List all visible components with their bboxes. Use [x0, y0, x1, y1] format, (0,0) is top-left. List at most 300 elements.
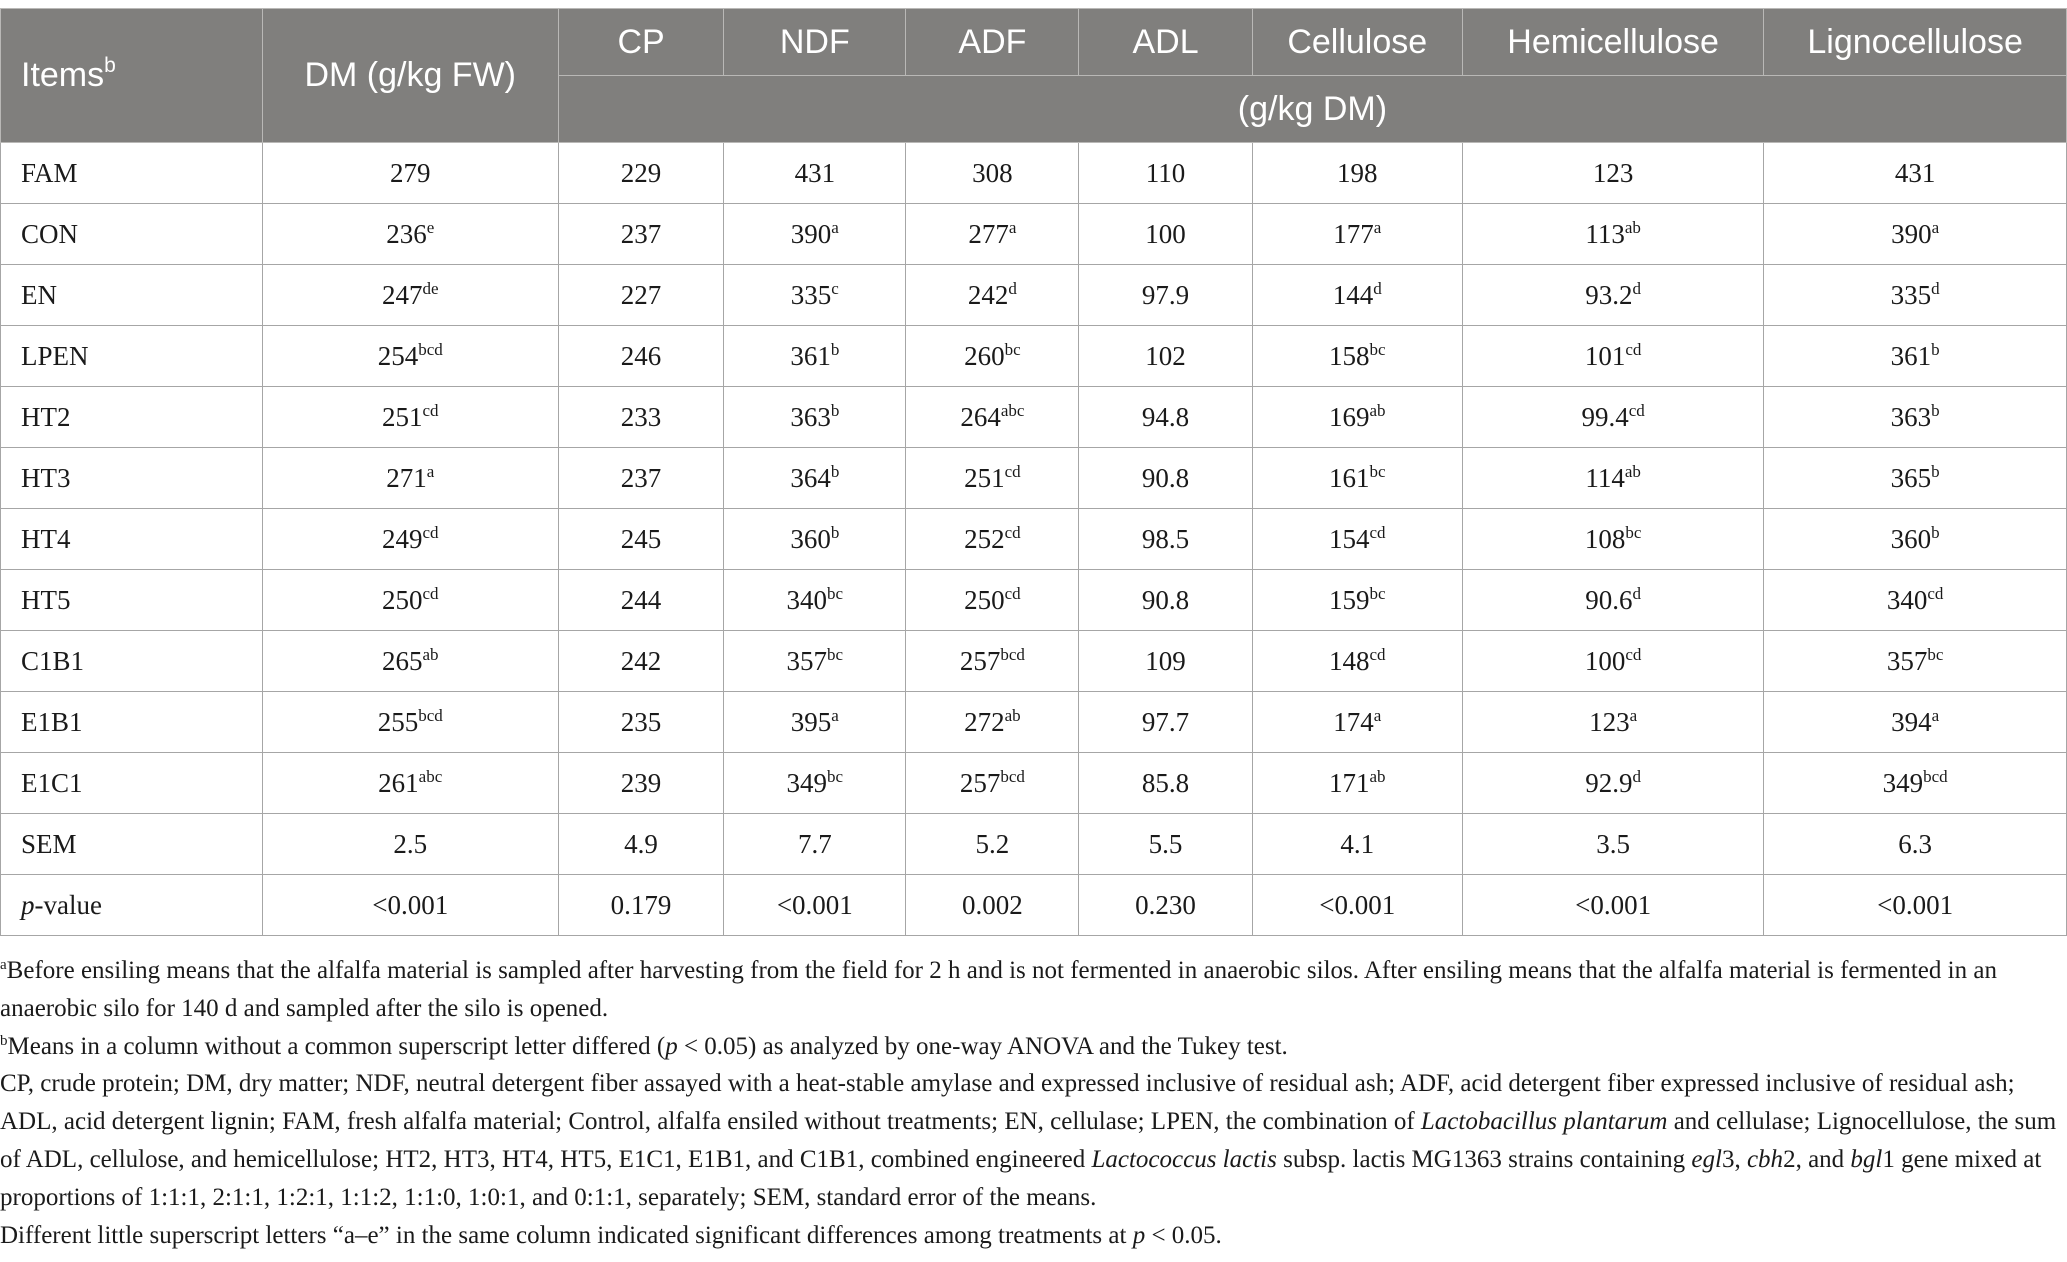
table-cell — [262, 570, 558, 631]
cell-value: 271 — [386, 462, 427, 493]
cell-value: 239 — [620, 767, 662, 798]
table-cell — [906, 509, 1079, 570]
table-row-pvalue — [1, 875, 2067, 936]
table-row — [1, 509, 2067, 570]
table-cell: <0.001 — [1252, 875, 1462, 936]
table-cell: 0.002 — [906, 875, 1079, 936]
table-cell — [1462, 692, 1763, 753]
table-cell — [724, 143, 906, 204]
cell-value: 148 — [1328, 645, 1370, 676]
table-cell — [262, 204, 558, 265]
table-cell — [1252, 387, 1462, 448]
row-label: HT2 — [1, 387, 263, 448]
cell-superscript: d — [1008, 278, 1017, 298]
cell-superscript: bcd — [418, 705, 443, 725]
table-cell — [1764, 814, 2067, 875]
row-label: E1C1 — [1, 753, 263, 814]
table-cell — [906, 814, 1079, 875]
cell-superscript: bc — [827, 766, 844, 786]
table-cell — [1252, 509, 1462, 570]
header-adf: ADF — [906, 9, 1079, 76]
table-cell — [558, 509, 723, 570]
table-cell — [1079, 326, 1252, 387]
cell-value: 100 — [1145, 218, 1186, 249]
cell-superscript: cd — [1628, 400, 1645, 420]
cell-superscript: bc — [1369, 583, 1386, 603]
cell-superscript: a — [1373, 705, 1382, 725]
cell-value: 97.9 — [1141, 279, 1190, 310]
cell-value: 93.2 — [1585, 279, 1633, 310]
cell-superscript: cd — [1369, 522, 1386, 542]
table-cell — [906, 387, 1079, 448]
cell-superscript: cd — [1369, 644, 1386, 664]
cell-value: 261 — [378, 767, 419, 798]
table-cell — [1252, 570, 1462, 631]
cell-value: 363 — [1890, 401, 1932, 432]
cell-value: 394 — [1891, 706, 1932, 737]
table-cell — [262, 631, 558, 692]
table-row — [1, 326, 2067, 387]
cell-superscript: cd — [1004, 522, 1021, 542]
cell-value: 6.3 — [1898, 828, 1933, 859]
table-cell — [906, 265, 1079, 326]
table-row — [1, 692, 2067, 753]
cell-superscript: a — [1931, 217, 1940, 237]
table-cell — [558, 753, 723, 814]
cell-superscript: bc — [827, 583, 844, 603]
footnote-a: $^a$Before ensiling means that the alfalfa material is sampled after harvesting from the field for 2 h and is not fermented in anaerobic silos. After ensiling means that the alfalfa material is fermented in an anaerobic silo for 140 d and sampled after the silo is opened. — [0, 957, 1997, 1022]
cell-value: 277 — [968, 218, 1009, 249]
cell-value: 363 — [790, 401, 831, 432]
table-cell — [906, 143, 1079, 204]
cell-value: 272 — [964, 706, 1005, 737]
table-cell — [1462, 631, 1763, 692]
table-cell — [1462, 753, 1763, 814]
table-cell — [558, 326, 723, 387]
pvalue-label-rest: -value — [34, 889, 102, 920]
cell-value: 249 — [381, 523, 423, 554]
cell-value: 340 — [786, 584, 828, 615]
cell-value: 279 — [389, 157, 431, 188]
table-cell — [262, 387, 558, 448]
table-cell — [558, 265, 723, 326]
cell-superscript: bcd — [1000, 644, 1025, 664]
table-row — [1, 814, 2067, 875]
cell-superscript: b — [830, 339, 840, 359]
data-table-container — [0, 8, 2067, 936]
table-cell: 0.179 — [558, 875, 723, 936]
cell-value: 158 — [1328, 340, 1370, 371]
cell-value: 242 — [620, 645, 662, 676]
cell-superscript: cd — [1004, 583, 1021, 603]
table-cell — [262, 814, 558, 875]
cell-value: 335 — [1890, 279, 1932, 310]
cell-superscript: d — [1632, 766, 1641, 786]
table-row — [1, 570, 2067, 631]
cell-value: 237 — [620, 218, 662, 249]
cell-value: 251 — [381, 401, 423, 432]
table-body — [1, 143, 2067, 936]
table-cell — [1764, 143, 2067, 204]
cell-superscript: ab — [1624, 461, 1641, 481]
cell-superscript: cd — [1004, 461, 1021, 481]
table-cell — [724, 753, 906, 814]
cell-superscript: bc — [1927, 644, 1944, 664]
cell-value: 357 — [1886, 645, 1928, 676]
cell-value: 99.4 — [1581, 401, 1629, 432]
table-cell — [906, 631, 1079, 692]
table-cell — [724, 692, 906, 753]
header-dm: DM (g/kg FW) — [262, 9, 558, 143]
table-cell — [1252, 692, 1462, 753]
table-cell — [1462, 387, 1763, 448]
table-row — [1, 753, 2067, 814]
table-cell — [724, 509, 906, 570]
cell-superscript: c — [831, 278, 839, 298]
cell-value: 113 — [1585, 218, 1625, 249]
table-cell: <0.001 — [1462, 875, 1763, 936]
cell-value: 260 — [964, 340, 1005, 371]
cell-value: 174 — [1333, 706, 1374, 737]
cell-value: 264 — [960, 401, 1001, 432]
cell-value: 431 — [1894, 157, 1936, 188]
table-cell — [724, 570, 906, 631]
cell-value: 171 — [1328, 767, 1370, 798]
cell-superscript: bcd — [418, 339, 443, 359]
row-label: SEM — [1, 814, 263, 875]
cell-value: 2.5 — [393, 828, 428, 859]
cell-superscript: ab — [1369, 766, 1386, 786]
cell-value: 340 — [1886, 584, 1928, 615]
table-cell — [1252, 265, 1462, 326]
cell-value: 395 — [790, 706, 832, 737]
table-cell — [1462, 326, 1763, 387]
table-cell — [262, 143, 558, 204]
footnotes — [0, 952, 2060, 1254]
cell-value: 244 — [620, 584, 662, 615]
cell-value: 4.1 — [1340, 828, 1375, 859]
table-cell — [1079, 143, 1252, 204]
cell-value: 365 — [1890, 462, 1932, 493]
row-label: HT4 — [1, 509, 263, 570]
table-cell — [724, 387, 906, 448]
table-cell — [724, 631, 906, 692]
row-label: HT5 — [1, 570, 263, 631]
cell-value: 235 — [620, 706, 662, 737]
cell-value: 108 — [1584, 523, 1626, 554]
cell-superscript: a — [831, 705, 839, 725]
cell-superscript: cd — [1625, 339, 1642, 359]
cell-value: 349 — [786, 767, 828, 798]
cell-value: 245 — [620, 523, 662, 554]
table-row — [1, 143, 2067, 204]
cell-superscript: bc — [1369, 461, 1386, 481]
cell-superscript: ab — [1624, 217, 1641, 237]
cell-superscript: abc — [418, 766, 443, 786]
table-cell — [1252, 143, 1462, 204]
cell-superscript: a — [1931, 705, 1940, 725]
header-adl: ADL — [1079, 9, 1252, 76]
cell-value: 4.9 — [624, 828, 658, 859]
cell-value: 257 — [959, 767, 1001, 798]
data-table — [0, 8, 2067, 936]
table-cell — [262, 265, 558, 326]
cell-value: 254 — [377, 340, 419, 371]
table-cell — [262, 753, 558, 814]
table-cell — [262, 509, 558, 570]
table-cell — [724, 326, 906, 387]
table-cell — [1462, 265, 1763, 326]
table-cell — [558, 143, 723, 204]
table-cell — [558, 631, 723, 692]
cell-superscript: cd — [422, 400, 439, 420]
cell-value: 154 — [1328, 523, 1370, 554]
cell-value: 92.9 — [1585, 767, 1633, 798]
cell-value: 361 — [1890, 340, 1932, 371]
row-label — [1, 875, 263, 936]
header-items: Items$^b$ — [1, 9, 263, 143]
cell-value: 169 — [1328, 401, 1370, 432]
table-cell — [1462, 204, 1763, 265]
cell-value: 361 — [790, 340, 831, 371]
cell-superscript: a — [1373, 217, 1382, 237]
table-cell — [1079, 387, 1252, 448]
table-cell — [1462, 814, 1763, 875]
cell-value: 161 — [1328, 462, 1370, 493]
table-cell — [1764, 326, 2067, 387]
cell-value: 90.6 — [1585, 584, 1633, 615]
cell-value: 431 — [794, 157, 836, 188]
table-cell — [1079, 570, 1252, 631]
table-cell — [724, 448, 906, 509]
table-cell — [1252, 631, 1462, 692]
table-cell — [1252, 814, 1462, 875]
cell-value: 360 — [790, 523, 831, 554]
cell-value: 85.8 — [1141, 767, 1190, 798]
cell-superscript: d — [1373, 278, 1382, 298]
cell-superscript: a — [1008, 217, 1017, 237]
cell-value: 90.8 — [1141, 584, 1190, 615]
table-row — [1, 631, 2067, 692]
cell-superscript: cd — [422, 522, 439, 542]
cell-value: 251 — [964, 462, 1005, 493]
cell-superscript: bcd — [1923, 766, 1948, 786]
cell-superscript: b — [830, 522, 840, 542]
cell-value: 335 — [790, 279, 832, 310]
cell-superscript: bc — [1369, 339, 1386, 359]
table-cell: 0.230 — [1079, 875, 1252, 936]
row-label: HT3 — [1, 448, 263, 509]
cell-superscript: abc — [1000, 400, 1025, 420]
cell-superscript: de — [422, 278, 439, 298]
table-cell — [906, 204, 1079, 265]
cell-value: 101 — [1584, 340, 1626, 371]
header-row — [1, 9, 2067, 76]
cell-value: 250 — [381, 584, 423, 615]
header-lignocellulose: Lignocellulose — [1764, 9, 2067, 76]
cell-value: 7.7 — [797, 828, 832, 859]
cell-value: 3.5 — [1596, 828, 1630, 859]
cell-superscript: cd — [1927, 583, 1944, 603]
table-cell — [1079, 265, 1252, 326]
table-row — [1, 204, 2067, 265]
cell-value: 123 — [1589, 706, 1630, 737]
table-cell — [906, 326, 1079, 387]
table-cell — [1252, 753, 1462, 814]
cell-value: 114 — [1585, 462, 1625, 493]
table-cell — [1079, 448, 1252, 509]
cell-value: 198 — [1337, 157, 1378, 188]
cell-superscript: b — [1931, 461, 1940, 481]
cell-superscript: b — [1931, 400, 1940, 420]
table-cell — [906, 753, 1079, 814]
cell-value: 233 — [620, 401, 662, 432]
row-label: LPEN — [1, 326, 263, 387]
cell-superscript: bc — [827, 644, 844, 664]
table-cell — [724, 265, 906, 326]
cell-value: 227 — [620, 279, 662, 310]
table-cell — [558, 570, 723, 631]
cell-value: 349 — [1882, 767, 1924, 798]
table-cell — [1079, 692, 1252, 753]
cell-value: 90.8 — [1141, 462, 1190, 493]
table-cell — [1764, 448, 2067, 509]
cell-superscript: a — [1629, 705, 1638, 725]
table-cell — [1079, 753, 1252, 814]
cell-value: 364 — [790, 462, 831, 493]
cell-superscript: d — [1632, 278, 1641, 298]
row-label: CON — [1, 204, 263, 265]
table-cell — [558, 448, 723, 509]
cell-superscript: b — [1931, 339, 1940, 359]
footnote-different-letters: Different little superscript letters “a–e” in the same column indicated significant differences among treatments at p < 0.05. — [0, 1221, 1222, 1249]
pvalue-label-italic: p — [21, 889, 35, 920]
table-cell — [558, 814, 723, 875]
cell-value: 177 — [1333, 218, 1374, 249]
cell-value: 102 — [1145, 340, 1186, 371]
table-cell: <0.001 — [262, 875, 558, 936]
cell-value: 110 — [1145, 157, 1186, 188]
row-label: EN — [1, 265, 263, 326]
table-cell — [1252, 326, 1462, 387]
table-cell — [1462, 570, 1763, 631]
cell-value: 109 — [1145, 645, 1186, 676]
cell-value: 123 — [1592, 157, 1634, 188]
cell-value: 246 — [620, 340, 662, 371]
cell-value: 100 — [1584, 645, 1626, 676]
table-cell — [724, 204, 906, 265]
cell-value: 257 — [959, 645, 1001, 676]
cell-value: 236 — [386, 218, 427, 249]
table-row — [1, 448, 2067, 509]
table-cell — [558, 692, 723, 753]
cell-value: 250 — [964, 584, 1005, 615]
table-cell — [1462, 143, 1763, 204]
cell-value: 159 — [1328, 584, 1370, 615]
cell-superscript: e — [426, 217, 435, 237]
cell-superscript: d — [1632, 583, 1641, 603]
cell-value: 98.5 — [1141, 523, 1190, 554]
cell-value: 94.8 — [1141, 401, 1190, 432]
cell-superscript: a — [426, 461, 435, 481]
table-cell — [1764, 387, 2067, 448]
table-cell — [1462, 448, 1763, 509]
table-cell — [1764, 204, 2067, 265]
header-hemicellulose: Hemicellulose — [1462, 9, 1763, 76]
cell-value: 242 — [967, 279, 1009, 310]
table-cell — [906, 448, 1079, 509]
cell-superscript: b — [830, 400, 840, 420]
table-cell — [1079, 631, 1252, 692]
cell-value: 308 — [972, 157, 1013, 188]
cell-superscript: bc — [1625, 522, 1642, 542]
cell-superscript: ab — [1004, 705, 1021, 725]
row-label: E1B1 — [1, 692, 263, 753]
cell-value: 97.7 — [1141, 706, 1190, 737]
table-cell — [1079, 509, 1252, 570]
header-unit: (g/kg DM) — [558, 76, 2066, 143]
cell-value: 265 — [381, 645, 423, 676]
cell-superscript: b — [830, 461, 840, 481]
header-cp: CP — [558, 9, 723, 76]
table-cell — [906, 692, 1079, 753]
table-cell — [1764, 692, 2067, 753]
table-cell — [906, 570, 1079, 631]
table-cell — [1079, 204, 1252, 265]
table-cell — [558, 387, 723, 448]
row-label: FAM — [1, 143, 263, 204]
table-cell — [1764, 265, 2067, 326]
header-cellulose: Cellulose — [1252, 9, 1462, 76]
cell-value: 5.5 — [1148, 828, 1183, 859]
table-row — [1, 387, 2067, 448]
cell-value: 255 — [377, 706, 419, 737]
table-cell — [1764, 570, 2067, 631]
table-cell: <0.001 — [724, 875, 906, 936]
cell-superscript: bc — [1004, 339, 1021, 359]
cell-superscript: cd — [1625, 644, 1642, 664]
cell-superscript: bcd — [1000, 766, 1025, 786]
footnote-b: $^b$Means in a column without a common superscript letter differed (p < 0.05) as analyzed by one-way ANOVA and the Tukey test. — [0, 1032, 1288, 1060]
cell-value: 247 — [381, 279, 423, 310]
table-row — [1, 265, 2067, 326]
table-cell — [1462, 509, 1763, 570]
header-ndf: NDF — [724, 9, 906, 76]
cell-superscript: ab — [1369, 400, 1386, 420]
cell-superscript: a — [831, 217, 839, 237]
cell-superscript: ab — [422, 644, 439, 664]
table-cell — [262, 448, 558, 509]
table-cell: <0.001 — [1764, 875, 2067, 936]
cell-value: 252 — [964, 523, 1005, 554]
cell-value: 144 — [1332, 279, 1374, 310]
cell-value: 229 — [620, 157, 662, 188]
cell-value: 357 — [786, 645, 828, 676]
table-cell — [724, 814, 906, 875]
footnote-abbreviations: CP, crude protein; DM, dry matter; NDF, neutral detergent fiber assayed with a heat-stable amylase and expressed inclusive of residual ash; ADF, acid detergent fiber expressed inclusive of residual ash; ADL, acid detergent lignin; FAM, fresh alfalfa material; Control, alfalfa ensiled without treatments; EN, cellulase; LPEN, the combination of Lactobacillus plantarum and cellulase; Lignocellulose, the sum of ADL, cellulose, and hemicellulose; HT2, HT3, HT4, HT5, E1C1, E1B1, and C1B1, combined engineered Lactococcus lactis subsp. lactis MG1363 strains containing egl3, cbh2, and bgl1 gene mixed at proportions of 1:1:1, 2:1:1, 1:2:1, 1:1:2, 1:1:0, 1:0:1, and 0:1:1, separately; SEM, standard error of the means. — [0, 1070, 2057, 1211]
cell-value: 360 — [1890, 523, 1932, 554]
table-cell — [262, 692, 558, 753]
cell-value: 5.2 — [975, 828, 1010, 859]
cell-value: 390 — [790, 218, 832, 249]
table-cell — [1079, 814, 1252, 875]
table-cell — [1764, 753, 2067, 814]
table-cell — [1764, 509, 2067, 570]
cell-superscript: d — [1931, 278, 1940, 298]
cell-value: 237 — [620, 462, 662, 493]
table-cell — [1764, 631, 2067, 692]
row-label: C1B1 — [1, 631, 263, 692]
